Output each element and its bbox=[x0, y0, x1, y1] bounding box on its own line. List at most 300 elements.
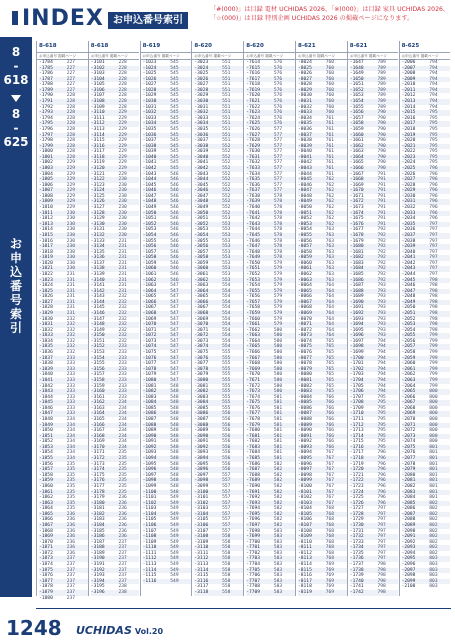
order-number: -1854 bbox=[39, 450, 53, 456]
order-number: -1862 bbox=[39, 495, 53, 501]
page-reference: 764 bbox=[325, 283, 334, 289]
order-number: -1086 bbox=[142, 411, 157, 417]
order-number: -1789 bbox=[39, 87, 53, 93]
page-reference: 233 bbox=[66, 400, 75, 406]
order-number: -1104 bbox=[142, 511, 157, 517]
order-number: -1834 bbox=[39, 338, 53, 344]
page-reference: 235 bbox=[118, 489, 127, 495]
page-reference: 761 bbox=[325, 154, 334, 160]
order-number: -1815 bbox=[39, 232, 53, 238]
page-reference: 555 bbox=[222, 394, 231, 400]
page-reference: 798 bbox=[429, 316, 438, 322]
order-number: -1064 bbox=[142, 288, 157, 294]
order-number: -2029 bbox=[401, 188, 416, 194]
order-number: -8081 bbox=[298, 377, 312, 383]
page-reference: 230 bbox=[66, 227, 75, 233]
order-number: -3112 bbox=[194, 556, 209, 562]
order-number: -3190 bbox=[90, 556, 105, 562]
order-number: -1072 bbox=[142, 333, 157, 339]
page-reference: 553 bbox=[222, 255, 231, 261]
order-number: -2051 bbox=[401, 311, 416, 317]
order-number: -1839 bbox=[39, 366, 53, 372]
order-number: -3068 bbox=[194, 311, 209, 317]
order-number: -1659 bbox=[349, 126, 364, 132]
page-reference: 797 bbox=[429, 221, 438, 227]
order-number: -2006 bbox=[401, 60, 416, 65]
page-reference: 545 bbox=[170, 71, 179, 77]
page-reference: 549 bbox=[170, 517, 179, 523]
order-number: -1114 bbox=[142, 567, 157, 573]
order-number: -1689 bbox=[349, 294, 364, 300]
page-reference: 798 bbox=[429, 283, 438, 289]
page-reference: 554 bbox=[222, 294, 231, 300]
page-reference: 760 bbox=[325, 99, 334, 105]
page-reference: 580 bbox=[273, 383, 283, 389]
page-reference: 795 bbox=[377, 422, 386, 428]
page-reference: 802 bbox=[429, 500, 438, 506]
order-number: -1088 bbox=[142, 422, 157, 428]
page-reference: 768 bbox=[325, 517, 334, 523]
page-reference: 235 bbox=[118, 456, 127, 462]
sidebar-label-char: 引 bbox=[9, 321, 22, 335]
page-reference: 799 bbox=[429, 366, 438, 372]
sidebar-range-text: 625 bbox=[3, 135, 29, 149]
page-reference: 765 bbox=[325, 366, 334, 372]
page-reference: 233 bbox=[118, 372, 127, 378]
order-number: -8086 bbox=[298, 405, 312, 411]
page-reference: 582 bbox=[273, 517, 283, 523]
page-reference: 796 bbox=[429, 199, 438, 205]
order-number: -1742 bbox=[349, 589, 364, 595]
page-reference: 552 bbox=[222, 210, 231, 216]
order-number: -1047 bbox=[142, 193, 157, 199]
page-reference: 799 bbox=[429, 355, 438, 361]
page-reference: 227 bbox=[66, 65, 75, 71]
index-rows bbox=[348, 60, 399, 596]
page-reference: 795 bbox=[429, 149, 438, 155]
order-number: -1102 bbox=[142, 500, 157, 506]
order-number: -3098 bbox=[194, 478, 209, 484]
order-number: -1736 bbox=[349, 556, 364, 562]
page-reference: 793 bbox=[377, 283, 386, 289]
order-number: -3184 bbox=[90, 522, 105, 528]
order-number: -7643 bbox=[246, 221, 261, 227]
order-number: -1036 bbox=[142, 132, 157, 138]
page-reference: 233 bbox=[118, 383, 127, 389]
page-reference: 554 bbox=[222, 338, 231, 344]
page-reference: 553 bbox=[222, 216, 231, 222]
page-reference: 557 bbox=[222, 522, 231, 528]
order-number: -8069 bbox=[298, 311, 312, 317]
page-reference: 796 bbox=[429, 171, 438, 177]
page-reference: 761 bbox=[325, 132, 334, 138]
page-reference: 233 bbox=[118, 355, 127, 361]
order-number: -1667 bbox=[349, 171, 364, 177]
page-reference: 229 bbox=[118, 110, 127, 116]
order-number: -3110 bbox=[90, 110, 105, 116]
page-reference: 230 bbox=[66, 238, 75, 244]
page-reference: 793 bbox=[377, 322, 386, 328]
order-number: -1079 bbox=[142, 372, 157, 378]
page-reference: 547 bbox=[170, 288, 179, 294]
order-number: -8029 bbox=[298, 87, 312, 93]
order-number: -3188 bbox=[90, 545, 105, 551]
page-reference: 558 bbox=[222, 567, 231, 573]
order-number: -8096 bbox=[298, 461, 312, 467]
page-reference: 802 bbox=[429, 517, 438, 523]
order-number: -3144 bbox=[90, 299, 105, 305]
page-reference: 552 bbox=[222, 165, 231, 171]
page-reference: 768 bbox=[325, 522, 334, 528]
order-number: -1027 bbox=[142, 82, 157, 88]
order-number: -1701 bbox=[349, 361, 364, 367]
order-number: -3154 bbox=[90, 355, 105, 361]
order-number: -8046 bbox=[298, 182, 312, 188]
page-reference: 576 bbox=[273, 104, 283, 110]
page-reference: 794 bbox=[377, 389, 386, 395]
order-number: -1685 bbox=[349, 271, 364, 277]
page-reference: 578 bbox=[273, 216, 283, 222]
order-number: -8058 bbox=[298, 249, 312, 255]
page-reference: 235 bbox=[118, 450, 127, 456]
page-reference: 231 bbox=[118, 271, 127, 277]
page-reference: 229 bbox=[66, 193, 75, 199]
page-reference: 556 bbox=[222, 450, 231, 456]
page-reference: 762 bbox=[325, 221, 334, 227]
order-number: -8078 bbox=[298, 361, 312, 367]
order-number: -1092 bbox=[142, 444, 157, 450]
page-reference: 546 bbox=[170, 227, 179, 233]
order-number: -1718 bbox=[349, 456, 364, 462]
order-number: -3149 bbox=[90, 327, 105, 333]
order-number: -7701 bbox=[246, 545, 261, 551]
page-reference: 767 bbox=[325, 483, 334, 489]
order-number: -7709 bbox=[246, 589, 261, 595]
order-number: -1853 bbox=[39, 444, 53, 450]
order-number: -7665 bbox=[246, 344, 261, 350]
order-number: -3145 bbox=[90, 305, 105, 311]
page-reference: 760 bbox=[325, 110, 334, 116]
order-number: -3045 bbox=[194, 182, 209, 188]
order-number: -8041 bbox=[298, 154, 312, 160]
order-number: -3103 bbox=[90, 71, 105, 77]
order-number: -3127 bbox=[90, 205, 105, 211]
page-reference: 761 bbox=[325, 121, 334, 127]
order-number: -1664 bbox=[349, 154, 364, 160]
order-number: -7649 bbox=[246, 255, 261, 261]
page-reference: 548 bbox=[170, 467, 179, 473]
page-reference: 769 bbox=[325, 573, 334, 579]
page-reference: 764 bbox=[325, 299, 334, 305]
order-number: -2033 bbox=[401, 210, 416, 216]
order-number: -8111 bbox=[298, 545, 312, 551]
order-number: -7690 bbox=[246, 483, 261, 489]
column-subheader: お申込番号 掲載ページ bbox=[192, 53, 243, 60]
page-reference: 583 bbox=[273, 539, 283, 545]
page-reference: 798 bbox=[377, 567, 386, 573]
order-number: -1693 bbox=[349, 316, 364, 322]
order-number: -3106 bbox=[194, 522, 209, 528]
order-number: -1826 bbox=[39, 294, 53, 300]
page-reference: 794 bbox=[377, 344, 386, 350]
order-number: -3034 bbox=[194, 121, 209, 127]
page-reference: 789 bbox=[377, 82, 386, 88]
order-number: -3183 bbox=[90, 517, 105, 523]
order-number: -1785 bbox=[39, 65, 53, 71]
order-number: -3109 bbox=[194, 539, 209, 545]
order-number: -2020 bbox=[401, 138, 416, 144]
order-number: -3052 bbox=[194, 221, 209, 227]
page-reference: 236 bbox=[118, 522, 127, 528]
order-number: -1880 bbox=[39, 595, 53, 601]
page-reference: 236 bbox=[118, 528, 127, 534]
page-reference: 769 bbox=[325, 589, 334, 595]
order-number: -8024 bbox=[298, 60, 312, 65]
index-rows bbox=[244, 60, 295, 596]
page-reference: 555 bbox=[222, 377, 231, 383]
page-reference: 765 bbox=[325, 344, 334, 350]
page-reference: 794 bbox=[429, 104, 438, 110]
page-reference: 802 bbox=[429, 534, 438, 540]
order-number: -8070 bbox=[298, 316, 312, 322]
page-reference: 798 bbox=[429, 322, 438, 328]
page-reference: 234 bbox=[118, 439, 127, 445]
order-number: -3141 bbox=[90, 283, 105, 289]
page-reference: 763 bbox=[325, 249, 334, 255]
order-number: -1873 bbox=[39, 556, 53, 562]
order-number: -1091 bbox=[142, 439, 157, 445]
page-reference: 236 bbox=[118, 500, 127, 506]
page-reference: 765 bbox=[325, 372, 334, 378]
order-number: -8071 bbox=[298, 322, 312, 328]
order-number: -8037 bbox=[298, 132, 312, 138]
order-number: -8110 bbox=[298, 539, 312, 545]
order-number: -1074 bbox=[142, 344, 157, 350]
page-reference: 548 bbox=[170, 450, 179, 456]
order-number: -1842 bbox=[39, 383, 53, 389]
page-reference: 556 bbox=[222, 433, 231, 439]
order-number: -1849 bbox=[39, 422, 53, 428]
order-number: -1724 bbox=[349, 489, 364, 495]
page-reference: 577 bbox=[273, 154, 283, 160]
order-number: -3130 bbox=[90, 221, 105, 227]
page-reference: 765 bbox=[325, 338, 334, 344]
page-reference: 235 bbox=[66, 467, 75, 473]
sidebar-range-text: - bbox=[13, 121, 19, 135]
order-number: -1703 bbox=[349, 372, 364, 378]
order-number: -1024 bbox=[142, 65, 157, 71]
page-reference: 795 bbox=[377, 411, 386, 417]
order-number: -3026 bbox=[194, 76, 209, 82]
order-number: -2087 bbox=[401, 511, 416, 517]
order-number: -7706 bbox=[246, 573, 261, 579]
order-number: -1734 bbox=[349, 545, 364, 551]
order-number: -8031 bbox=[298, 99, 312, 105]
page-reference: 549 bbox=[170, 556, 179, 562]
order-number: -3181 bbox=[90, 506, 105, 512]
order-number: -2008 bbox=[401, 71, 416, 77]
order-number: -1090 bbox=[142, 433, 157, 439]
order-number: -1083 bbox=[142, 394, 157, 400]
order-number: -3136 bbox=[90, 255, 105, 261]
order-number: -1062 bbox=[142, 277, 157, 283]
order-number: -1038 bbox=[142, 143, 157, 149]
order-number: -8063 bbox=[298, 277, 312, 283]
page-reference: 236 bbox=[66, 545, 75, 551]
page-reference: 556 bbox=[222, 461, 231, 467]
order-number: -3057 bbox=[194, 249, 209, 255]
page-reference: 228 bbox=[118, 104, 127, 110]
order-number: -1040 bbox=[142, 154, 157, 160]
page-reference: 576 bbox=[273, 65, 283, 71]
index-column bbox=[36, 41, 88, 601]
order-number: -1698 bbox=[349, 344, 364, 350]
column-subheader: お申込番号 掲載ページ bbox=[400, 53, 451, 60]
page-reference: 800 bbox=[429, 422, 438, 428]
page-reference: 765 bbox=[325, 389, 334, 395]
page-reference: 797 bbox=[377, 534, 386, 540]
page-reference: 554 bbox=[222, 288, 231, 294]
page-reference: 790 bbox=[377, 121, 386, 127]
page-reference: 803 bbox=[429, 578, 438, 584]
page-reference: 232 bbox=[118, 316, 127, 322]
order-number: -3119 bbox=[90, 160, 105, 166]
page-reference: 763 bbox=[325, 255, 334, 261]
order-number: -3025 bbox=[194, 71, 209, 77]
page-reference: 234 bbox=[66, 428, 75, 434]
order-number: -3174 bbox=[90, 467, 105, 473]
order-number: -8052 bbox=[298, 216, 312, 222]
order-number: -8082 bbox=[298, 383, 312, 389]
order-number: -3102 bbox=[90, 65, 105, 71]
order-number: -7695 bbox=[246, 511, 261, 517]
page-reference: 577 bbox=[273, 149, 283, 155]
page-reference: 760 bbox=[325, 93, 334, 99]
order-number: -2009 bbox=[401, 76, 416, 82]
order-number: -1835 bbox=[39, 344, 53, 350]
order-number: -3114 bbox=[90, 132, 105, 138]
page-reference: 760 bbox=[325, 104, 334, 110]
page-reference: 795 bbox=[377, 417, 386, 422]
page-reference: 555 bbox=[222, 361, 231, 367]
order-number: -3117 bbox=[90, 149, 105, 155]
order-number: -1715 bbox=[349, 439, 364, 445]
order-number: -3080 bbox=[194, 377, 209, 383]
order-number: -8076 bbox=[298, 350, 312, 356]
order-number: -2077 bbox=[401, 456, 416, 462]
order-number: -7655 bbox=[246, 288, 261, 294]
order-number: -1068 bbox=[142, 311, 157, 317]
page-reference: 547 bbox=[170, 355, 179, 361]
sidebar-range-text: 8 bbox=[11, 45, 21, 59]
order-number: -7642 bbox=[246, 216, 261, 222]
order-number: -7618 bbox=[246, 82, 261, 88]
page-reference: 548 bbox=[170, 400, 179, 406]
page-reference: 578 bbox=[273, 255, 283, 261]
page-reference: 556 bbox=[222, 411, 231, 417]
page-reference: 579 bbox=[273, 311, 283, 317]
order-number: -7624 bbox=[246, 115, 261, 121]
page-reference: 789 bbox=[377, 93, 386, 99]
order-number: -3193 bbox=[90, 573, 105, 579]
page-reference: 578 bbox=[273, 210, 283, 216]
order-number: -3037 bbox=[194, 138, 209, 144]
order-number: -1851 bbox=[39, 433, 53, 439]
order-number: -2011 bbox=[401, 87, 416, 93]
page-reference: 234 bbox=[118, 428, 127, 434]
order-number: -3085 bbox=[194, 405, 209, 411]
page-reference: 767 bbox=[325, 472, 334, 478]
page-reference: 795 bbox=[377, 400, 386, 406]
page-reference: 228 bbox=[118, 65, 127, 71]
order-number: -3107 bbox=[194, 528, 209, 534]
page-reference: 228 bbox=[66, 110, 75, 116]
order-number: -1872 bbox=[39, 550, 53, 556]
order-number: -3093 bbox=[194, 450, 209, 456]
order-number: -7668 bbox=[246, 361, 261, 367]
index-row bbox=[194, 590, 243, 596]
page-reference: 795 bbox=[429, 160, 438, 166]
order-number: -1818 bbox=[39, 249, 53, 255]
page-reference: 761 bbox=[325, 171, 334, 177]
order-number: -1857 bbox=[39, 467, 53, 473]
order-number: -1051 bbox=[142, 216, 157, 222]
order-number: -1794 bbox=[39, 115, 53, 121]
order-number: -3137 bbox=[90, 260, 105, 266]
page-reference: 576 bbox=[273, 71, 283, 77]
order-number: -7620 bbox=[246, 93, 261, 99]
page-reference: 547 bbox=[170, 322, 179, 328]
page-reference: 799 bbox=[429, 344, 438, 350]
page-reference: 548 bbox=[170, 478, 179, 484]
page-reference: 228 bbox=[66, 149, 75, 155]
order-number: -1096 bbox=[142, 467, 157, 473]
page-reference: 768 bbox=[325, 511, 334, 517]
order-number: -1686 bbox=[349, 277, 364, 283]
page-reference: 228 bbox=[66, 132, 75, 138]
order-number: -2034 bbox=[401, 216, 416, 222]
order-number: -1850 bbox=[39, 428, 53, 434]
page-reference: 583 bbox=[273, 545, 283, 551]
order-number: -1740 bbox=[349, 578, 364, 584]
page-reference: 231 bbox=[66, 271, 75, 277]
order-number: -1802 bbox=[39, 160, 53, 166]
page-reference: 230 bbox=[66, 249, 75, 255]
page-reference: 557 bbox=[222, 495, 231, 501]
page-reference: 237 bbox=[66, 578, 75, 584]
order-number: -8105 bbox=[298, 511, 312, 517]
page-reference: 229 bbox=[66, 199, 75, 205]
order-number: -1683 bbox=[349, 260, 364, 266]
page-reference: 766 bbox=[325, 394, 334, 400]
page-reference: 558 bbox=[222, 562, 231, 568]
order-number: -7672 bbox=[246, 383, 261, 389]
order-number: -1099 bbox=[142, 483, 157, 489]
page-reference: 761 bbox=[325, 165, 334, 171]
page-reference: 580 bbox=[273, 355, 283, 361]
page-reference: 791 bbox=[377, 216, 386, 222]
page-reference: 553 bbox=[222, 227, 231, 233]
order-number: -2073 bbox=[401, 433, 416, 439]
order-number: -1046 bbox=[142, 188, 157, 194]
order-number: -3175 bbox=[90, 472, 105, 478]
order-number: -7679 bbox=[246, 422, 261, 428]
page-reference: 769 bbox=[325, 584, 334, 590]
page-reference: 553 bbox=[222, 266, 231, 272]
order-number: -1716 bbox=[349, 444, 364, 450]
order-number: -2036 bbox=[401, 227, 416, 233]
page-reference: 763 bbox=[325, 277, 334, 283]
